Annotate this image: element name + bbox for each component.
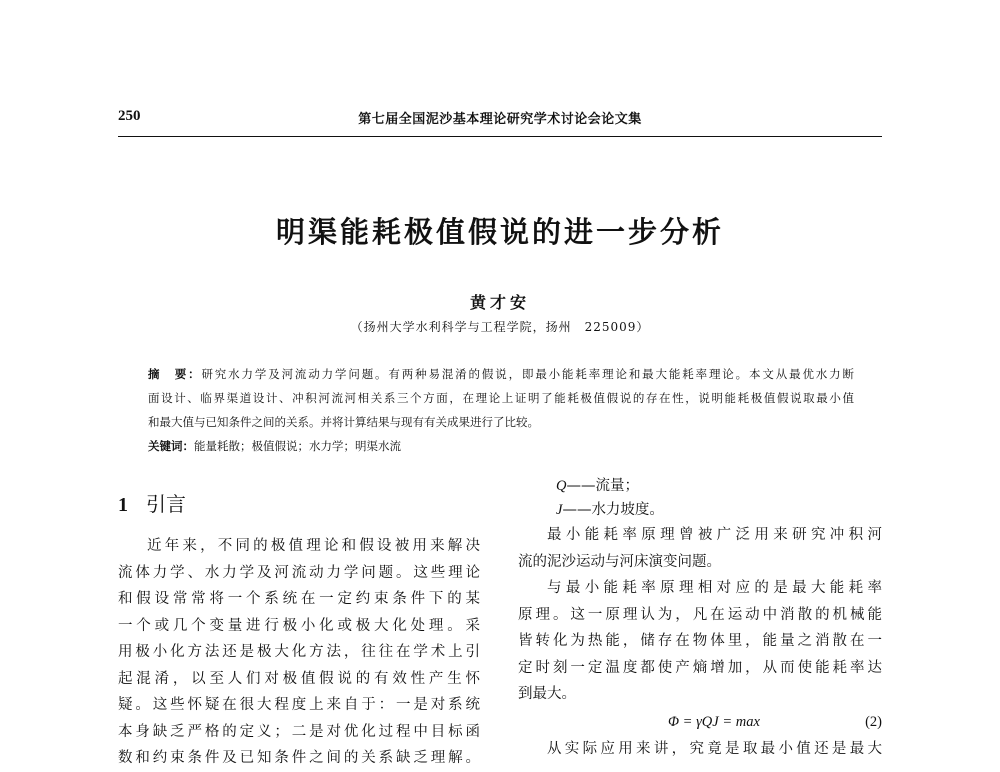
running-header <box>118 108 882 137</box>
page-number: 250 <box>118 108 141 124</box>
equation-2 <box>518 708 882 736</box>
text-line: 近年来，不同的极值理论和假设被用来解决 <box>147 538 480 554</box>
definition-q: Q——流量； <box>556 478 639 494</box>
abstract <box>148 362 854 458</box>
text-line: 数和约束条件及已知条件之间的关系缺乏理解。 <box>118 750 480 766</box>
keywords <box>148 434 854 458</box>
text-line: 一个或几个变量进行极小化或极大化处理。采 <box>118 617 480 634</box>
text-line: 和假设常常将一个系统在一定约束条件下的某 <box>118 591 480 607</box>
affiliation: （扬州大学水利科学与工程学院，扬州 225009） <box>350 320 650 334</box>
text-line: 流的泥沙运动与河床演变问题。 <box>518 553 721 570</box>
paragraph <box>518 736 882 763</box>
equation-expression: Φ = γQJ = max <box>668 713 760 730</box>
abstract-label: 摘 要： <box>148 367 202 381</box>
section-heading <box>118 488 480 517</box>
abstract-line: 面设计、临界渠道设计、冲积河流河相关系三个方面，在理论上证明了能耗极值假说的存在性，说明能耗极值假说取最小值 <box>148 391 854 405</box>
journal-title: 第七届全国泥沙基本理论研究学术讨论会论文集 <box>358 112 642 127</box>
text-line: 从实际应用来讲，究竟是取最小值还是最大 <box>547 740 882 757</box>
author-name: 黄才安 <box>469 293 530 312</box>
paper-title: 明渠能耗极值假说的进一步分析 <box>275 215 724 249</box>
abstract-line: 和最大值与已知条件之间的关系。并将计算结果与现有有关成果进行了比较。 <box>148 415 539 429</box>
text-line: 本身缺乏严格的定义；二是对优化过程中目标函 <box>118 723 480 740</box>
intro-paragraph <box>118 533 480 772</box>
section-title: 引言 <box>146 492 186 516</box>
left-column <box>118 488 480 772</box>
section-number: 1 <box>118 494 128 516</box>
right-column <box>518 474 882 762</box>
paragraph <box>518 522 882 575</box>
definition-j: J——水力坡度。 <box>556 502 664 518</box>
text-line: 起混淆，以至人们对极值假说的有效性产生怀 <box>118 670 480 687</box>
paragraph <box>518 575 882 708</box>
text-line: 流体力学、水力学及河流动力学问题。这些理论 <box>118 564 480 581</box>
text-line: 用极小化方法还是极大化方法，往往在学术上引 <box>118 644 480 660</box>
text-line: 疑。这些怀疑在很大程度上来自于：一是对系统 <box>118 697 480 713</box>
equation-number: (2) <box>865 713 882 730</box>
text-line: 定时刻一定温度都使产熵增加，从而使能耗率达 <box>518 659 882 676</box>
text-line: 皆转化为热能，储存在物体里，能量之消散在一 <box>518 633 882 649</box>
keywords-text: 能量耗散；极值假说；水力学；明渠水流 <box>194 439 401 453</box>
text-line: 最小能耗率原理曾被广泛用来研究冲积河 <box>547 527 882 543</box>
keywords-label: 关键词： <box>148 439 194 453</box>
text-line: 原理。这一原理认为，凡在运动中消散的机械能 <box>518 606 882 623</box>
text-line: 与最小能耗率原理相对应的是最大能耗率 <box>547 580 882 596</box>
abstract-line: 摘 要：研究水力学及河流动力学问题。有两种易混淆的假说，即最小能耗率理论和最大能耗率理论。本文从最优水力断 <box>148 367 855 381</box>
text-line: 到最大。 <box>518 686 576 702</box>
